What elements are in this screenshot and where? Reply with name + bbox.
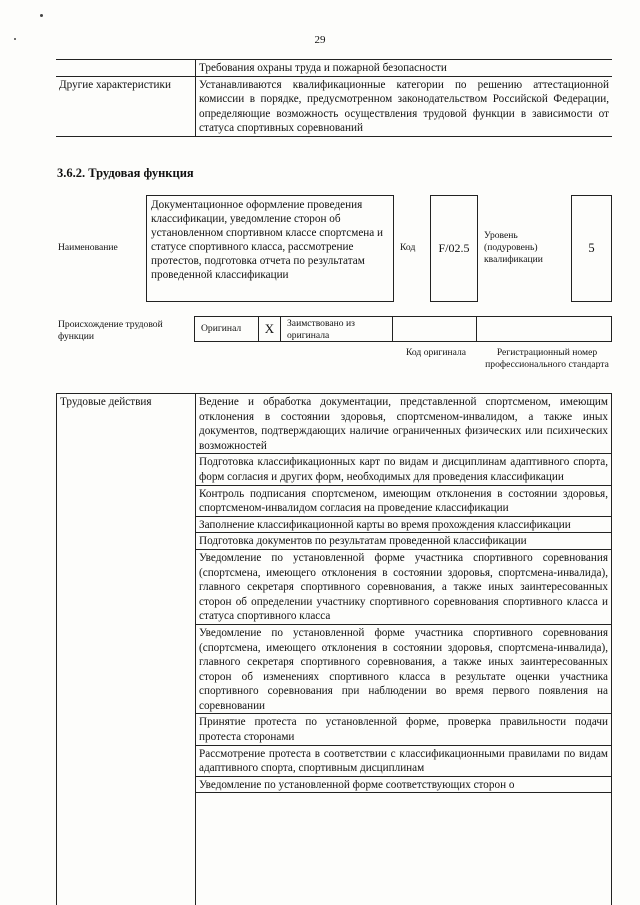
section-heading: 3.6.2. Трудовая функция — [57, 166, 194, 180]
list-item: Подготовка документов по результатам проведенной классификации — [196, 533, 611, 550]
scan-speck — [40, 14, 43, 17]
table-row — [56, 60, 612, 77]
origin-row — [194, 316, 612, 342]
list-item: Рассмотрение протеста в соответствии с классификационными правилами по видам адаптивного спорта, спортивным дисциплинам — [196, 746, 611, 777]
borrowed-label: Заимствовано из оригинала — [281, 317, 393, 341]
other-characteristics-label: Другие характеристики — [56, 77, 196, 136]
list-item: Ведение и обработка документации, представленной спортсменом, имеющим отклонения в состоянии здоровья, спортсменом-инвалидом, а также иных документов, подтверждающих наличие ограниченных физических или психических возможностей — [196, 394, 611, 454]
code-label: Код — [400, 242, 416, 253]
list-item: Уведомление по установленной форме участника спортивного соревнования (спортсмена, имеющего отклонения в состоянии здоровья, спортсмена-инвалида), главного секретаря спортивного соревнования, а также иных заинтересованных сторон об определении участнику спортивного соревнования спортивного класса и статуса спортивного класса — [196, 550, 611, 625]
list-item: Подготовка классификационных карт по видам и дисциплинам адаптивного спорта, форм согласия и других форм, необходимых для проведения классификации — [196, 454, 611, 485]
original-code-cell — [393, 317, 477, 341]
labor-actions-label: Трудовые действия — [57, 394, 196, 905]
other-characteristics-value: Устанавливаются квалификационные категории по решению аттестационной комиссии в порядке, предусмотренном законодательством Российской Федерации, определяющие возможность осуществления трудовой функции в зависимости от статуса спортивных соревнований — [199, 79, 609, 134]
original-mark: X — [259, 317, 281, 341]
registration-number-cell — [477, 317, 611, 341]
registration-number-caption: Регистрационный номер профессионального стандарта — [485, 347, 609, 370]
list-item: Принятие протеста по установленной форме, проверка правильности подачи протеста сторонами — [196, 714, 611, 745]
origin-label: Происхождение трудовой функции — [58, 319, 163, 342]
page-number: 29 — [314, 34, 326, 46]
code-value-box: F/02.5 — [430, 195, 478, 302]
function-name-box: Документационное оформление проведения классификации, уведомление сторон об установленном спортивном классе спортсмена и статусе спортивного класса, рассмотрение протестов, подготовка отчета по результатам проведенной классификации — [146, 195, 394, 302]
name-label: Наименование — [58, 242, 118, 253]
level-value-box: 5 — [571, 195, 612, 302]
table-cell-empty — [56, 60, 196, 76]
list-item: Уведомление по установленной форме участника спортивного соревнования (спортсмена, имеющего отклонения в состоянии здоровья, спортсмена-инвалида), главного секретаря спортивного соревнования, а также иных заинтересованных сторон об изменениях спортивного класса в результате оценки участника спортивного соревнования при наблюдении во время первого появления на соревновании — [196, 625, 611, 715]
code-original-caption: Код оригинала — [405, 347, 467, 358]
level-label: Уровень (подуровень) квалификации — [484, 230, 543, 265]
safety-requirements-cell: Требования охраны труда и пожарной безопасности — [199, 62, 447, 74]
list-item: Уведомление по установленной форме соответствующих сторон о — [196, 777, 611, 794]
list-item: Заполнение классификационной карты во время прохождения классификации — [196, 517, 611, 534]
list-item: Контроль подписания спортсменом, имеющим отклонения в состоянии здоровья, спортсменом-инвалидом согласия на проведение классификации — [196, 486, 611, 517]
table-row — [56, 77, 612, 137]
requirements-table — [56, 59, 612, 137]
original-label: Оригинал — [195, 317, 259, 341]
labor-actions-list — [196, 394, 611, 905]
labor-actions-table — [56, 393, 612, 905]
